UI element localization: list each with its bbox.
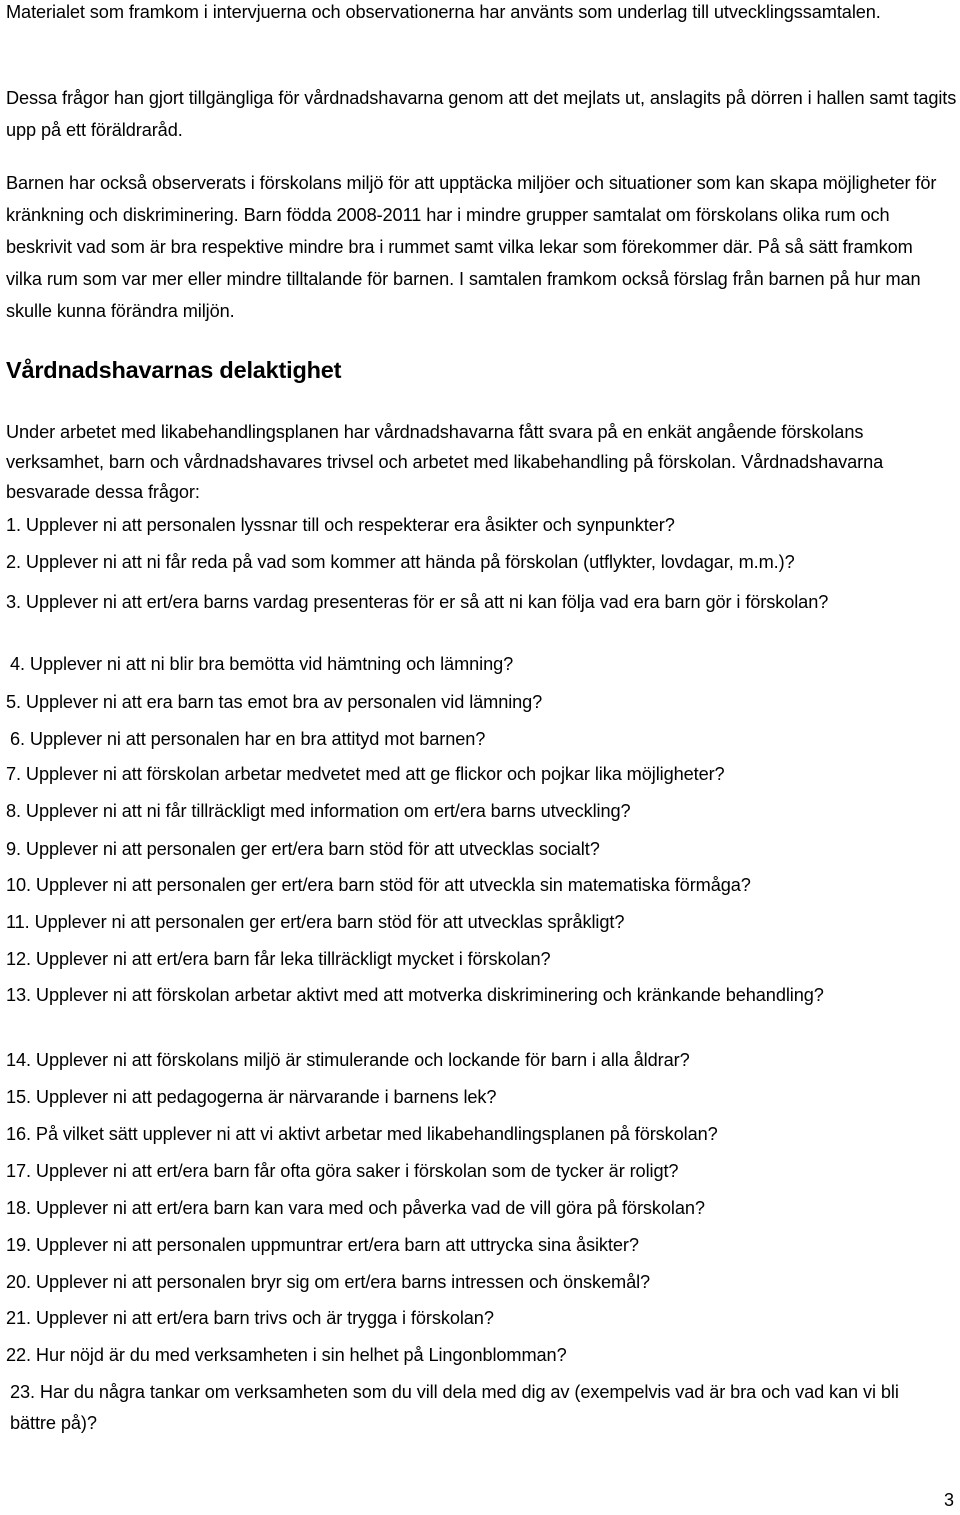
question-item: 19. Upplever ni att personalen uppmuntrar ert/era barn att uttrycka sina åsikter? (6, 1235, 639, 1255)
question-item: 12. Upplever ni att ert/era barn får leka tillräckligt mycket i förskolan? (6, 949, 551, 969)
question-item: 8. Upplever ni att ni får tillräckligt med information om ert/era barns utveckling? (6, 801, 631, 821)
question-item: 11. Upplever ni att personalen ger ert/era barn stöd för att utvecklas språkligt? (6, 912, 625, 932)
paragraph-intro-materials: Materialet som framkom i intervjuerna och observationerna har använts som underlag till utvecklingssamtalen. (6, 2, 881, 22)
question-item: 22. Hur nöjd är du med verksamheten i sin helhet på Lingonblomman? (6, 1345, 567, 1365)
question-item: 7. Upplever ni att förskolan arbetar medvetet med att ge flickor och pojkar lika möjligheter? (6, 764, 725, 784)
section-heading: Vårdnadshavarnas delaktighet (6, 357, 342, 383)
question-item: 17. Upplever ni att ert/era barn får ofta göra saker i förskolan som de tycker är roligt? (6, 1161, 679, 1181)
question-item: 16. På vilket sätt upplever ni att vi aktivt arbetar med likabehandlingsplanen på förskolan? (6, 1124, 718, 1144)
page-number: 3 (943, 1490, 954, 1510)
question-item: 2. Upplever ni att ni får reda på vad som kommer att hända på förskolan (utflykter, lovdagar, m.m.)? (6, 552, 795, 572)
question-item: 3. Upplever ni att ert/era barns vardag presenteras för er så att ni kan följa vad era barn gör i förskolan? (6, 592, 829, 612)
question-item: 9. Upplever ni att personalen ger ert/era barn stöd för att utvecklas socialt? (6, 839, 600, 859)
paragraph-intro-distribution: Dessa frågor han gjort tillgängliga för vårdnadshavarna genom att det mejlats ut, anslagits på dörren i hallen samt tagits upp på ett föräldraråd. (6, 88, 957, 140)
question-item: 5. Upplever ni att era barn tas emot bra av personalen vid lämning? (6, 692, 543, 712)
question-item: 15. Upplever ni att pedagogerna är närvarande i barnens lek? (6, 1087, 497, 1107)
question-item: 21. Upplever ni att ert/era barn trivs och är trygga i förskolan? (6, 1308, 494, 1328)
question-item: 1. Upplever ni att personalen lyssnar till och respekterar era åsikter och synpunkter? (6, 515, 675, 535)
question-item: 14. Upplever ni att förskolans miljö är stimulerande och lockande för barn i alla åldrar? (6, 1050, 690, 1070)
question-item: 6. Upplever ni att personalen har en bra attityd mot barnen? (10, 729, 486, 749)
question-item: 20. Upplever ni att personalen bryr sig om ert/era barns intressen och önskemål? (6, 1272, 651, 1292)
question-item: 10. Upplever ni att personalen ger ert/era barn stöd för att utveckla sin matematiska förmåga? (6, 875, 751, 895)
paragraph-children-observation: Barnen har också observerats i förskolans miljö för att upptäcka miljöer och situationer som kan skapa möjligheter för kränkning och diskriminering. Barn födda 2008-2011 har i mindre grupper samtalat om förskolans olika rum och beskrivit vad som är bra respektive mindre bra i rummet samt vilka lekar som förekommer där. På så sätt framkom vilka rum som var mer eller mindre tilltalande för barnen. I samtalen framkom också förslag från barnen på hur man skulle kunna förändra miljön. (6, 173, 937, 321)
question-item: 18. Upplever ni att ert/era barn kan vara med och påverka vad de vill göra på förskolan? (6, 1198, 705, 1218)
question-item: 23. Har du några tankar om verksamheten som du vill dela med dig av (exempelvis vad är bra och vad kan vi bli bättre på)? (10, 1382, 899, 1433)
question-item: 4. Upplever ni att ni blir bra bemötta vid hämtning och lämning? (10, 654, 514, 674)
paragraph-guardians-survey: Under arbetet med likabehandlingsplanen har vårdnadshavarna fått svara på en enkät angående förskolans verksamhet, barn och vårdnadshavares trivsel och arbetet med likabehandling på förskolan. Vårdnadshavarna besvarade dessa frågor: (6, 422, 884, 502)
question-item: 13. Upplever ni att förskolan arbetar aktivt med att motverka diskriminering och kränkande behandling? (6, 985, 824, 1005)
